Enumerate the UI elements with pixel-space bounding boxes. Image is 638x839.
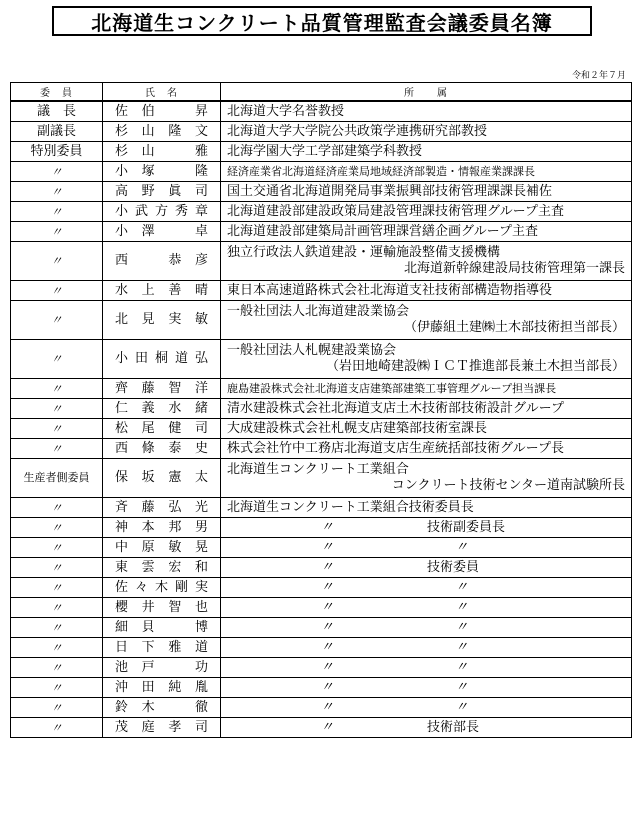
member-role: 〃 (11, 399, 103, 419)
member-role: 〃 (11, 419, 103, 439)
affiliation-line-1: 北海道大学大学院公共政策学連携研究部教授 (227, 123, 488, 139)
table-row (11, 101, 632, 122)
member-role: 〃 (11, 618, 103, 638)
member-role: 〃 (11, 718, 103, 738)
member-name: 櫻井智也 (103, 598, 221, 618)
affiliation-line-2: （岩田地崎建設㈱ＩＣＴ推進部長兼土木担当部長） (325, 359, 625, 374)
member-affiliation (221, 538, 632, 558)
member-role: 〃 (11, 498, 103, 518)
member-name: 仁義水緒 (103, 399, 221, 419)
affiliation-line-1: 一般社団法人北海道建設業協会 (227, 304, 410, 319)
table-row (11, 678, 632, 698)
affiliation-line-1: 北海道建設部建設政策局建設管理課技術管理グループ主査 (227, 203, 564, 219)
member-role: 〃 (11, 202, 103, 222)
table-header-row (11, 83, 632, 102)
member-name: 高野眞司 (103, 182, 221, 202)
member-role: 〃 (11, 658, 103, 678)
affiliation-line-1: 国土交通省北海道開発局事業振興部技術管理課課長補佐 (227, 183, 553, 199)
table-row (11, 698, 632, 718)
member-name: 中原敏晃 (103, 538, 221, 558)
member-name: 西條泰史 (103, 439, 221, 459)
affiliation-line-1: 鹿島建設株式会社北海道支店建築部建築工事管理グループ担当課長 (227, 381, 557, 395)
affiliation-line-2: 北海道新幹線建設局技術管理第一課長 (403, 261, 625, 276)
affiliation-line-1: 株式会社竹中工務店北海道支店生産統括部技術グループ長 (227, 440, 564, 456)
table-row (11, 379, 632, 399)
table-row (11, 598, 632, 618)
member-role: 〃 (11, 578, 103, 598)
member-name: 保坂憲太 (103, 459, 221, 498)
member-name: 鈴木 徹 (103, 698, 221, 718)
member-role: 〃 (11, 638, 103, 658)
member-name: 西 恭彦 (103, 242, 221, 281)
affiliation-position: 技術部長 (427, 719, 480, 735)
committee-member-table (10, 82, 632, 738)
affiliation-position: 〃 (455, 599, 469, 615)
table-row (11, 419, 632, 439)
member-role: 〃 (11, 518, 103, 538)
member-affiliation (221, 459, 632, 498)
affiliation-position: 〃 (455, 659, 469, 675)
affiliation-ditto: 〃 (320, 559, 334, 575)
member-name: 茂庭孝司 (103, 718, 221, 738)
member-role: 〃 (11, 678, 103, 698)
affiliation-line-1: 清水建設株式会社北海道支店土木技術部技術設計グループ (227, 400, 564, 416)
member-role: 〃 (11, 538, 103, 558)
member-affiliation (221, 578, 632, 598)
member-name: 佐伯 昇 (103, 101, 221, 122)
affiliation-ditto: 〃 (320, 719, 334, 735)
member-affiliation (221, 301, 632, 340)
member-name: 斉藤弘光 (103, 498, 221, 518)
table-row (11, 618, 632, 638)
affiliation-line-1: 北海道建設部建築局計画管理課営繕企画グループ主査 (227, 223, 538, 239)
member-name: 佐々木剛実 (103, 578, 221, 598)
document-title: 北海道生コンクリート品質管理監査会議委員名簿 (52, 6, 592, 36)
member-affiliation (221, 122, 632, 142)
member-role: 〃 (11, 182, 103, 202)
affiliation-ditto: 〃 (320, 619, 334, 635)
affiliation-ditto: 〃 (320, 659, 334, 675)
member-affiliation (221, 598, 632, 618)
member-name: 小武方秀章 (103, 202, 221, 222)
member-affiliation (221, 618, 632, 638)
affiliation-line-1: 北海道生コンクリート工業組合 (227, 462, 409, 477)
member-name: 池戸 功 (103, 658, 221, 678)
member-role: 〃 (11, 379, 103, 399)
member-affiliation (221, 498, 632, 518)
table-row (11, 718, 632, 738)
member-affiliation (221, 101, 632, 122)
member-affiliation (221, 399, 632, 419)
affiliation-position: 技術副委員長 (427, 519, 506, 535)
member-role: 〃 (11, 242, 103, 281)
member-affiliation (221, 222, 632, 242)
member-affiliation (221, 242, 632, 281)
affiliation-line-1: 一般社団法人札幌建設業協会 (227, 343, 397, 358)
table-row (11, 340, 632, 379)
member-affiliation (221, 142, 632, 162)
table-row (11, 498, 632, 518)
member-name: 杉山隆文 (103, 122, 221, 142)
affiliation-position: 〃 (455, 679, 469, 695)
member-name: 水上善晴 (103, 281, 221, 301)
table-row (11, 142, 632, 162)
table-row (11, 122, 632, 142)
table-body (11, 101, 632, 738)
table-row (11, 578, 632, 598)
member-name: 神本邦男 (103, 518, 221, 538)
member-role: 〃 (11, 598, 103, 618)
member-role: 副議長 (11, 122, 103, 142)
member-name: 北見実敏 (103, 301, 221, 340)
table-row (11, 182, 632, 202)
affiliation-position: 〃 (455, 619, 469, 635)
affiliation-line-1: 大成建設株式会社札幌支店建築部技術室課長 (227, 420, 488, 436)
affiliation-line-2: コンクリート技術センター道南試験所長 (391, 478, 625, 493)
table-row (11, 558, 632, 578)
affiliation-ditto: 〃 (320, 539, 334, 555)
member-affiliation (221, 698, 632, 718)
affiliation-ditto: 〃 (320, 699, 334, 715)
affiliation-line-2: （伊藤組土建㈱土木部技術担当部長） (403, 320, 625, 335)
affiliation-position: 〃 (455, 639, 469, 655)
member-role: 〃 (11, 340, 103, 379)
member-affiliation (221, 379, 632, 399)
document-date: 令和２年７月 (571, 71, 626, 81)
member-affiliation (221, 202, 632, 222)
member-name: 齊藤智洋 (103, 379, 221, 399)
table-row (11, 281, 632, 301)
table-row (11, 222, 632, 242)
member-name: 小田桐道弘 (103, 340, 221, 379)
table-row (11, 162, 632, 182)
member-role: 〃 (11, 558, 103, 578)
affiliation-line-1: 北海道大学名誉教授 (227, 103, 345, 119)
member-role: 〃 (11, 439, 103, 459)
member-role: 〃 (11, 162, 103, 182)
member-role: 〃 (11, 222, 103, 242)
member-name: 細貝 博 (103, 618, 221, 638)
member-affiliation (221, 638, 632, 658)
member-name: 東雲宏和 (103, 558, 221, 578)
member-affiliation (221, 658, 632, 678)
affiliation-ditto: 〃 (320, 579, 334, 595)
member-affiliation (221, 419, 632, 439)
affiliation-line-1: 東日本高速道路株式会社北海道支社技術部構造物指導役 (227, 282, 553, 298)
header-name: 氏 名 (103, 83, 221, 102)
member-role: 特別委員 (11, 142, 103, 162)
member-role: 〃 (11, 281, 103, 301)
header-role: 委 員 (11, 83, 103, 102)
table-row (11, 538, 632, 558)
affiliation-ditto: 〃 (320, 639, 334, 655)
member-affiliation (221, 558, 632, 578)
affiliation-position: 〃 (455, 579, 469, 595)
table-row (11, 202, 632, 222)
affiliation-ditto: 〃 (320, 519, 334, 535)
member-affiliation (221, 718, 632, 738)
member-affiliation (221, 162, 632, 182)
affiliation-ditto: 〃 (320, 679, 334, 695)
affiliation-ditto: 〃 (320, 599, 334, 615)
header-affiliation: 所 属 (221, 83, 632, 102)
member-name: 小澤 卓 (103, 222, 221, 242)
affiliation-line-1: 北海学園大学工学部建築学科教授 (227, 143, 423, 159)
member-affiliation (221, 439, 632, 459)
affiliation-line-1: 経済産業省北海道経済産業局地域経済部製造・情報産業課課長 (227, 164, 535, 178)
member-affiliation (221, 182, 632, 202)
table-row (11, 658, 632, 678)
member-name: 小塚 隆 (103, 162, 221, 182)
affiliation-position: 〃 (455, 539, 469, 555)
member-affiliation (221, 518, 632, 538)
member-affiliation (221, 281, 632, 301)
member-name: 松尾健司 (103, 419, 221, 439)
member-role: 〃 (11, 698, 103, 718)
affiliation-position: 〃 (455, 699, 469, 715)
member-affiliation (221, 340, 632, 379)
member-name: 日下雅道 (103, 638, 221, 658)
table-row (11, 638, 632, 658)
member-role: 生産者側委員 (11, 459, 103, 498)
table-row (11, 399, 632, 419)
member-affiliation (221, 678, 632, 698)
member-name: 沖田純胤 (103, 678, 221, 698)
table-row (11, 459, 632, 498)
member-name: 杉山 雅 (103, 142, 221, 162)
table-row (11, 301, 632, 340)
affiliation-line-1: 独立行政法人鉄道建設・運輸施設整備支援機構 (227, 245, 501, 260)
affiliation-line-1: 北海道生コンクリート工業組合技術委員長 (227, 499, 474, 515)
affiliation-position: 技術委員 (427, 559, 480, 575)
member-role: 〃 (11, 301, 103, 340)
table-row (11, 518, 632, 538)
table-row (11, 242, 632, 281)
table-row (11, 439, 632, 459)
member-role: 議 長 (11, 101, 103, 122)
